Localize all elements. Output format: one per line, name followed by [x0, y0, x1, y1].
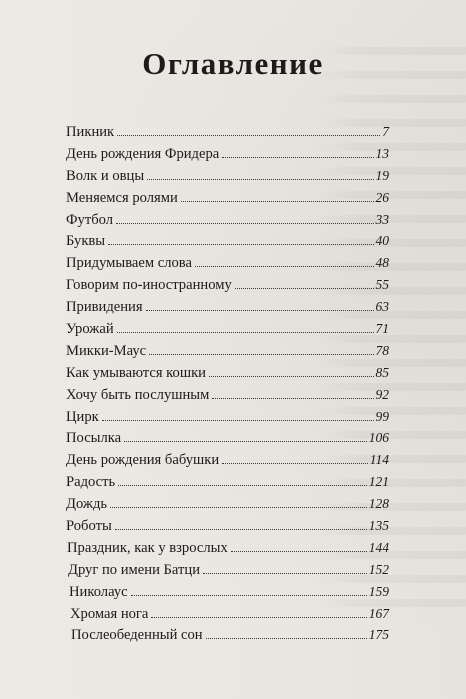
dot-leader	[231, 551, 367, 552]
toc-entry-title: Привидения	[66, 299, 143, 316]
toc-entry	[66, 427, 389, 449]
toc-entry-title: Николаус	[69, 583, 128, 600]
dot-leader	[222, 157, 373, 158]
toc-entry-page: 106	[368, 430, 389, 446]
dot-leader	[147, 179, 373, 180]
dot-leader	[235, 288, 374, 289]
toc-entry-title: Микки-Маус	[66, 342, 147, 359]
dot-leader	[117, 332, 374, 333]
toc-entry	[66, 296, 389, 318]
toc-entry	[66, 384, 389, 406]
toc-entry	[66, 471, 389, 493]
toc-entry	[66, 515, 389, 537]
toc-entry	[66, 362, 389, 384]
toc-entry-page: 92	[375, 386, 389, 402]
toc-entry-title: Друг по имени Батци	[68, 561, 201, 578]
toc-entry-page: 55	[375, 277, 389, 293]
toc-entry-page: 114	[369, 452, 389, 468]
dot-leader	[115, 529, 367, 530]
toc-entry	[66, 187, 389, 209]
dot-leader	[222, 463, 368, 464]
toc-entry-page: 135	[368, 518, 389, 534]
toc-entry	[66, 603, 389, 625]
toc-entry	[66, 559, 389, 581]
toc-entry-page: 40	[375, 233, 389, 249]
toc-entry	[66, 340, 389, 362]
toc-entry-title: Говорим по-иностранному	[66, 277, 232, 294]
toc-entry-title: Пикник	[66, 124, 115, 140]
dot-leader	[151, 617, 366, 618]
dot-leader	[110, 507, 367, 508]
page-title: Оглавление	[142, 46, 324, 81]
toc-entry-title: Футбол	[66, 211, 114, 228]
toc-entry-title: Радость	[66, 474, 116, 491]
dot-leader	[117, 135, 380, 136]
toc-entry	[66, 143, 389, 165]
toc-entry-title: Цирк	[66, 408, 99, 425]
toc-entry-title: Хочу быть послушным	[66, 386, 210, 403]
toc-entry	[66, 318, 389, 340]
dot-leader	[102, 420, 374, 421]
toc-entry-page: 85	[375, 364, 389, 380]
toc-entry	[66, 230, 389, 252]
toc-entry	[66, 252, 389, 274]
toc-entry-title: Посылка	[66, 430, 122, 447]
toc-entry-title: Как умываются кошки	[66, 364, 206, 381]
toc-entry-title: Придумываем слова	[66, 255, 192, 272]
toc-entry-page: 63	[375, 299, 389, 315]
toc-entry	[66, 493, 389, 515]
dot-leader	[195, 266, 374, 267]
dot-leader	[124, 441, 367, 442]
dot-leader	[146, 310, 374, 311]
toc-entry-title: День рождения бабушки	[66, 452, 220, 469]
toc-entry-page: 121	[368, 474, 389, 490]
dot-leader	[206, 638, 367, 639]
toc-entry-title: День рождения Фридера	[66, 145, 220, 162]
toc-entry-page: 48	[375, 255, 389, 271]
toc-entry-page: 19	[375, 167, 389, 183]
toc-entry-title: Послеобеденный сон	[71, 627, 203, 644]
toc-entry-page: 99	[375, 408, 389, 424]
toc-entry-title: Урожай	[66, 321, 114, 338]
toc-entry-page: 33	[375, 211, 389, 227]
toc-entry	[66, 121, 389, 143]
toc-entry-title: Дождь	[66, 496, 108, 513]
toc-entry-page: 26	[375, 189, 389, 205]
toc-entry-title: Праздник, как у взрослых	[67, 539, 228, 556]
toc-entry	[66, 165, 389, 187]
toc-entry	[66, 581, 389, 603]
dot-leader	[181, 201, 374, 202]
table-of-contents	[66, 121, 389, 646]
toc-entry	[66, 537, 389, 559]
toc-entry-page: 144	[368, 539, 389, 555]
toc-entry-page: 71	[375, 321, 389, 337]
toc-entry	[66, 624, 389, 646]
toc-entry	[66, 406, 389, 428]
dot-leader	[212, 398, 373, 399]
toc-entry-title: Роботы	[66, 518, 112, 535]
toc-entry-page: 7	[382, 124, 389, 139]
toc-entry-page: 167	[368, 605, 389, 621]
toc-entry-page: 159	[368, 583, 389, 599]
toc-entry-page: 128	[368, 496, 389, 512]
dot-leader	[149, 354, 373, 355]
dot-leader	[118, 485, 367, 486]
toc-entry-title: Буквы	[66, 233, 106, 250]
toc-entry-page: 13	[375, 145, 389, 161]
toc-entry-page: 152	[368, 561, 389, 577]
toc-entry	[66, 449, 389, 471]
dot-leader	[203, 573, 367, 574]
dot-leader	[209, 376, 374, 377]
toc-entry	[66, 274, 389, 296]
toc-entry-title: Хромая нога	[70, 605, 149, 622]
toc-entry-page: 78	[375, 342, 389, 358]
dot-leader	[108, 244, 373, 245]
toc-entry-title: Меняемся ролями	[66, 189, 178, 206]
dot-leader	[116, 223, 373, 224]
toc-entry-title: Волк и овцы	[66, 167, 145, 184]
toc-entry	[66, 209, 389, 231]
toc-entry-page: 175	[368, 627, 389, 643]
dot-leader	[131, 595, 367, 596]
